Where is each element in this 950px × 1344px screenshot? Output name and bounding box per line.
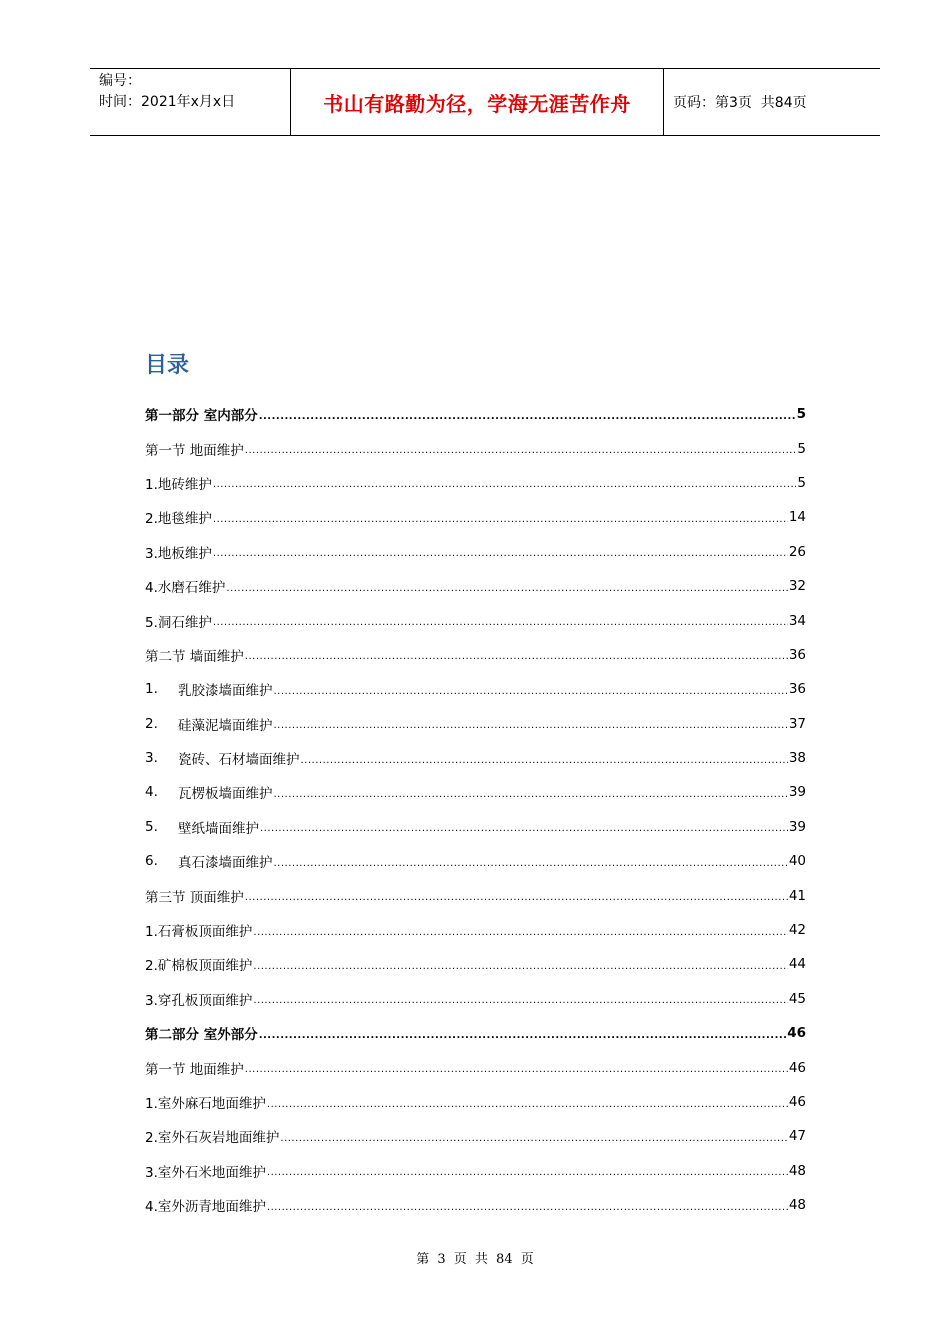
toc-entry[interactable] xyxy=(145,1188,806,1222)
toc-entry[interactable] xyxy=(145,1154,806,1188)
toc-leader-dots xyxy=(213,548,788,559)
toc-entry-label: 第二部分 室外部分 xyxy=(145,1027,258,1044)
toc-leader-dots xyxy=(267,1202,788,1213)
toc-entry-page: 37 xyxy=(788,715,806,732)
toc-entry[interactable] xyxy=(145,1050,806,1084)
toc-entry[interactable] xyxy=(145,878,806,912)
toc-entry[interactable] xyxy=(145,1016,806,1050)
toc-entry-number: 5. xyxy=(145,818,158,835)
toc-entry[interactable] xyxy=(145,397,806,431)
toc-leader-dots xyxy=(274,686,788,697)
toc-entry-number: 3. xyxy=(145,750,158,767)
time-label: 时间：2021年x月x日 xyxy=(99,94,236,110)
toc-entry[interactable] xyxy=(145,638,806,672)
toc-leader-dots xyxy=(213,617,788,628)
toc-entry[interactable] xyxy=(145,603,806,637)
toc-entry-label: 真石漆墙面维护 xyxy=(178,855,273,872)
header-page-cell xyxy=(664,69,880,135)
toc-entry[interactable] xyxy=(145,672,806,706)
toc-entry-page: 14 xyxy=(788,509,806,526)
toc-entry-label: 2.矿棉板顶面维护 xyxy=(145,958,253,975)
toc-leader-dots xyxy=(245,651,788,662)
toc-entry-page: 26 xyxy=(788,543,806,560)
toc-entry[interactable] xyxy=(145,569,806,603)
toc-entry[interactable] xyxy=(145,431,806,465)
toc-entry[interactable] xyxy=(145,741,806,775)
page-footer: 第 3 页 共 84 页 xyxy=(416,1252,534,1267)
toc-title: 目录 xyxy=(145,353,190,378)
toc-entry[interactable] xyxy=(145,707,806,741)
toc-leader-dots xyxy=(226,583,787,594)
toc-leader-dots xyxy=(274,720,788,731)
toc-entry-label: 3.穿孔板顶面维护 xyxy=(145,992,253,1009)
toc-leader-dots xyxy=(301,755,788,766)
toc-leader-dots xyxy=(253,995,787,1006)
toc-entry-label: 3.室外石米地面维护 xyxy=(145,1164,266,1181)
toc-entry-label: 第三节 顶面维护 xyxy=(145,889,244,906)
toc-leader-dots xyxy=(267,1099,788,1110)
toc-entry-page: 42 xyxy=(788,922,806,939)
toc-leader-dots xyxy=(274,789,788,800)
toc-entry[interactable] xyxy=(145,775,806,809)
toc-entry-page: 48 xyxy=(788,1162,806,1179)
toc-leader-dots xyxy=(259,411,796,422)
toc-leader-dots xyxy=(253,927,787,938)
toc-entry-label: 瓦楞板墙面维护 xyxy=(178,786,273,803)
toc-entry[interactable] xyxy=(145,844,806,878)
toc-entry-label: 1.地砖维护 xyxy=(145,476,212,493)
toc-entry-label: 2.室外石灰岩地面维护 xyxy=(145,1130,280,1147)
toc-entry-page: 5 xyxy=(797,440,806,457)
toc-leader-dots xyxy=(260,823,788,834)
toc-leader-dots xyxy=(259,1030,787,1041)
toc-entry-label: 硅藻泥墙面维护 xyxy=(178,717,273,734)
toc-leader-dots xyxy=(267,1167,788,1178)
toc-entry-page: 36 xyxy=(788,681,806,698)
toc-entry-page: 48 xyxy=(788,1197,806,1214)
toc-entry-page: 39 xyxy=(788,818,806,835)
toc-entry-label: 5.洞石维护 xyxy=(145,614,212,631)
toc-entry-label: 4.水磨石维护 xyxy=(145,580,226,597)
number-label: 编号： xyxy=(99,73,141,89)
toc-entry-page: 34 xyxy=(788,612,806,629)
toc-leader-dots xyxy=(245,445,797,456)
toc-leader-dots xyxy=(280,1133,787,1144)
toc-entry-page: 5 xyxy=(796,406,806,423)
table-of-contents xyxy=(145,397,806,1222)
toc-entry-page: 32 xyxy=(788,578,806,595)
motto: 书山有路勤为径，学海无涯苦作舟 xyxy=(323,91,631,116)
toc-leader-dots xyxy=(274,858,788,869)
toc-entry[interactable] xyxy=(145,947,806,981)
toc-entry-label: 第一节 地面维护 xyxy=(145,442,244,459)
toc-entry-label: 4.室外沥青地面维护 xyxy=(145,1199,266,1216)
toc-entry-number: 1. xyxy=(145,681,158,698)
toc-entry[interactable] xyxy=(145,982,806,1016)
toc-entry-label: 2.地毯维护 xyxy=(145,511,212,528)
toc-entry-page: 40 xyxy=(788,853,806,870)
toc-entry-page: 39 xyxy=(788,784,806,801)
toc-entry-label: 乳胶漆墙面维护 xyxy=(178,683,273,700)
toc-entry-label: 瓷砖、石材墙面维护 xyxy=(178,752,300,769)
toc-entry-number: 4. xyxy=(145,784,158,801)
toc-entry[interactable] xyxy=(145,466,806,500)
toc-entry-page: 47 xyxy=(788,1128,806,1145)
header-motto-cell xyxy=(291,69,664,135)
page-header xyxy=(90,68,880,136)
toc-entry-page: 44 xyxy=(788,956,806,973)
toc-entry-label: 3.地板维护 xyxy=(145,545,212,562)
toc-entry-label: 1.室外麻石地面维护 xyxy=(145,1096,266,1112)
toc-entry[interactable] xyxy=(145,1085,806,1119)
toc-entry-page: 38 xyxy=(788,750,806,767)
toc-entry[interactable] xyxy=(145,1119,806,1153)
toc-leader-dots xyxy=(245,892,788,903)
toc-leader-dots xyxy=(213,479,797,490)
toc-entry[interactable] xyxy=(145,535,806,569)
toc-entry-label: 1.石膏板顶面维护 xyxy=(145,924,253,941)
toc-entry-number: 2. xyxy=(145,715,158,732)
page-label: 页码：第3页 共84页 xyxy=(673,95,807,111)
toc-entry-label: 第一部分 室内部分 xyxy=(145,408,258,425)
header-meta xyxy=(90,69,291,135)
toc-entry-number: 6. xyxy=(145,853,158,870)
toc-entry-page: 46 xyxy=(787,1025,806,1042)
toc-entry-page: 41 xyxy=(788,887,806,904)
toc-leader-dots xyxy=(245,1064,788,1075)
toc-entry-page: 46 xyxy=(788,1094,806,1110)
toc-entry-page: 36 xyxy=(788,646,806,663)
toc-entry-label: 第一节 地面维护 xyxy=(145,1061,244,1078)
toc-entry[interactable] xyxy=(145,913,806,947)
toc-entry-label: 壁纸墙面维护 xyxy=(178,820,259,837)
toc-leader-dots xyxy=(253,961,787,972)
toc-entry-label: 第二节 墙面维护 xyxy=(145,648,244,665)
toc-entry-page: 45 xyxy=(788,990,806,1007)
toc-leader-dots xyxy=(213,514,788,525)
toc-entry-page: 46 xyxy=(788,1059,806,1076)
toc-entry-page: 5 xyxy=(797,474,806,491)
toc-entry[interactable] xyxy=(145,500,806,534)
toc-entry[interactable] xyxy=(145,810,806,844)
